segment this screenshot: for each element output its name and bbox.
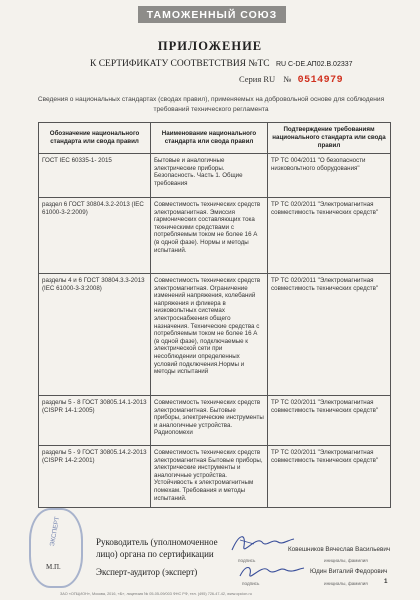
series-number: 0514979 xyxy=(297,75,344,86)
page-title: ПРИЛОЖЕНИЕ xyxy=(157,39,263,53)
stamp-label: ЭКСПЕРТ xyxy=(48,516,62,547)
print-info: ЗАО «ОПЦИОН», Москва, 2016, «Б», лицензия № 05-05-09/003 ФНС РФ, тел. (495) 726-47-42, www.opcion.ru xyxy=(60,592,252,596)
expert-sign-caption: подпись xyxy=(242,581,260,586)
column-header-name: Наименование национального стандарта или свода правил xyxy=(151,123,268,154)
certificate-line xyxy=(90,59,353,69)
table-cell: ТР ТС 020/2011 "Электромагнитная совместимость технических средств" xyxy=(268,198,391,274)
head-label: Руководитель (уполномоченное xyxy=(96,537,218,547)
series-no-label: № xyxy=(283,74,292,84)
standards-table xyxy=(38,122,391,508)
table-cell: разделы 4 и 6 ГОСТ 30804.3.3-2013 (IEC 61000-3-3:2008) xyxy=(39,274,151,396)
table-row xyxy=(39,154,391,198)
certificate-number: RU C-DE.АП02.В.02337 xyxy=(275,61,353,68)
table-cell: Бытовые и аналогичные электрические приборы. Безопасность. Часть 1. Общие требования xyxy=(151,154,268,198)
expert-name: Юдин Виталий Федорович xyxy=(310,568,388,575)
column-header-designation: Обозначение национального стандарта или свода правил xyxy=(39,123,151,154)
head-name-caption: инициалы, фамилия xyxy=(324,558,368,563)
series-line xyxy=(239,74,343,86)
table-cell: Совместимость технических средств электромагнитная. Бытовые приборы, электрические инструменты и аналогичные устройства. Радиопомехи xyxy=(151,396,268,446)
expert-name-caption: инициалы, фамилия xyxy=(324,581,368,586)
head-label-2: лицо) органа по сертификации xyxy=(96,549,214,559)
table-row xyxy=(39,274,391,396)
table-row xyxy=(39,446,391,508)
table-cell: ГОСТ IEC 60335-1- 2015 xyxy=(39,154,151,198)
certificate-label: К СЕРТИФИКАТУ СООТВЕТСТВИЯ №ТС xyxy=(90,59,270,69)
series-label: Серия RU xyxy=(239,74,276,84)
table-cell: раздел 6 ГОСТ 30804.3.2-2013 (IEC 61000-3-2:2009) xyxy=(39,198,151,274)
intro-text: Сведения о национальных стандартах (сводах правил), применяемых на добровольной основе для соблюдения требований технического регламента xyxy=(37,96,385,113)
customs-union-banner: ТАМОЖЕННЫЙ СОЮЗ xyxy=(138,6,286,23)
table-row xyxy=(39,396,391,446)
sheet-number: 1 xyxy=(384,578,388,585)
expert-label: Эксперт-аудитор (эксперт) xyxy=(96,567,198,577)
seal-place-label: М.П. xyxy=(46,563,61,571)
table-cell: ТР ТС 020/2011 "Электромагнитная совместимость технических средств" xyxy=(268,446,391,508)
table-cell: Совместимость технических средств электромагнитная Бытовые приборы, электрические инструменты и аналогичные устройства. Устойчивость к электромагнитным помехам. Требования и методы испытаний. xyxy=(151,446,268,508)
table-cell: ТР ТС 020/2011 "Электромагнитная совместимость технических средств" xyxy=(268,396,391,446)
column-header-confirmation: Подтверждение требованиям национального стандарта или свода правил xyxy=(268,123,391,154)
head-sign-caption: подпись xyxy=(238,558,256,563)
table-cell: разделы 5 - 8 ГОСТ 30805.14.1-2013 (CISPR 14-1:2005) xyxy=(39,396,151,446)
table-cell: ТР ТС 020/2011 "Электромагнитная совместимость технических средств" xyxy=(268,274,391,396)
table-cell: Совместимость технических средств электромагнитная. Ограничение изменений напряжения, колебаний напряжения и фликера в низковольтных системах электроснабжения общего назначения. Технические средства с потребляемым током не более 16 А (в одной фазе), подключаемые к электрической сети при несоблюдении определенных условий подключения.Нормы и методы испытаний xyxy=(151,274,268,396)
head-signature xyxy=(226,530,296,558)
table-cell: Совместимость технических средств электромагнитная. Эмиссия гармонических составляющих тока техническими средствами с потребляемым током не более 16 А (в одной фазе). Нормы и методы испытаний. xyxy=(151,198,268,274)
table-row xyxy=(39,198,391,274)
table-header-row xyxy=(39,123,391,154)
table-cell: разделы 5 - 9 ГОСТ 30805.14.2-2013 (CISPR 14-2:2001) xyxy=(39,446,151,508)
head-name: Ковешников Вячеслав Васильевич xyxy=(288,546,391,553)
table-cell: ТР ТС 004/2011 "О безопасности низковольтного оборудования" xyxy=(268,154,391,198)
